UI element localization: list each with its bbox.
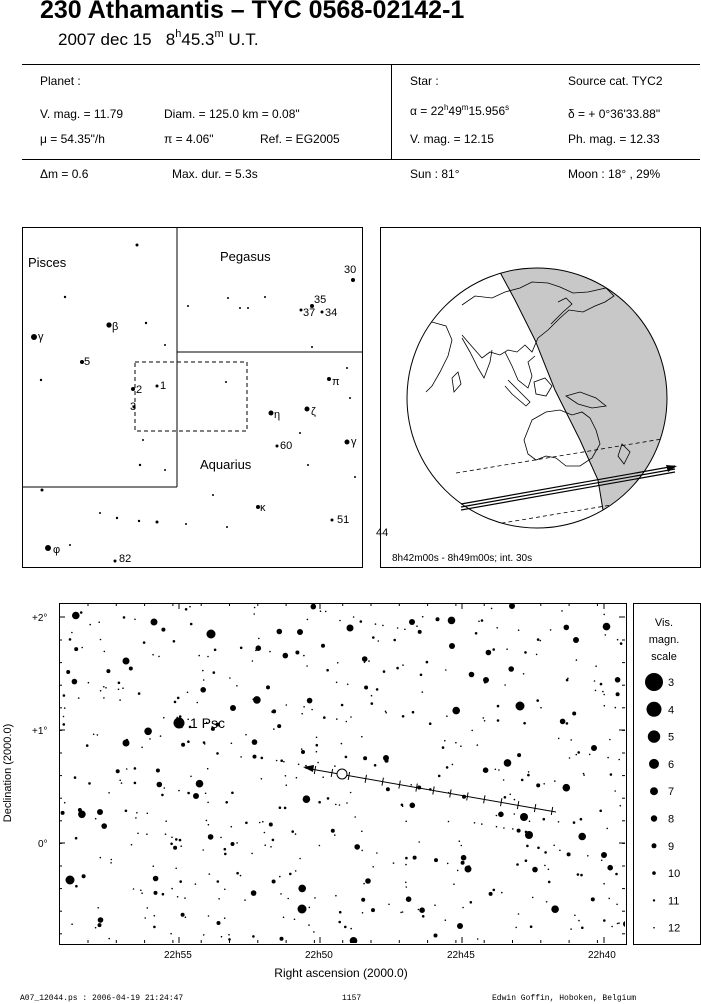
aquarius-label: Aquarius <box>200 457 252 472</box>
star-label-eta: η <box>274 409 281 421</box>
scale-dot <box>650 787 658 795</box>
planet-vmag: V. mag. = 11.79 <box>40 107 124 121</box>
scale-dot <box>649 759 659 769</box>
scale-dot <box>653 899 655 901</box>
star-label-gamma-psc: γ <box>38 331 44 343</box>
scale-title-magn: magn. <box>648 634 680 646</box>
planet-reference: Ref. = EG2005 <box>260 132 340 146</box>
star-label-gamma-aqr: γ <box>351 436 357 448</box>
event-date: 2007 dec 15 <box>58 30 152 49</box>
scale-dot <box>653 927 655 929</box>
scale-label: 5 <box>668 731 675 744</box>
y-tick-label: +1° <box>32 726 48 737</box>
scale-label: 4 <box>668 704 675 717</box>
scale-dot <box>652 871 656 875</box>
star-phmag: Ph. mag. = 12.33 <box>568 132 660 146</box>
scale-title-vis: Vis. <box>654 617 674 629</box>
sun-distance: Sun : 81° <box>410 167 460 181</box>
star-label-34: 34 <box>325 307 338 319</box>
scale-dot <box>652 843 657 848</box>
scale-label: 10 <box>668 868 681 881</box>
star-label-5: 5 <box>84 356 91 368</box>
scale-label: 11 <box>668 895 680 908</box>
star-label-2: 2 <box>136 384 143 396</box>
scale-dot <box>647 702 662 717</box>
star-dec: δ = + 0°36'33.88" <box>568 107 661 121</box>
star-label-35: 35 <box>314 294 327 306</box>
globe-caption: 8h42m00s - 8h49m00s; int. 30s <box>392 553 533 564</box>
event-datetime: 2007 dec 15 8$^h$45.3$^m$ U.T. <box>58 28 259 49</box>
star-label-51: 51 <box>337 514 350 526</box>
max-duration: Max. dur. = 5.3s <box>172 167 258 181</box>
star-label-1: 1 <box>160 380 167 392</box>
planet-diameter: Diam. = 125.0 km = 0.08" <box>164 107 300 121</box>
planet-heading: Planet : <box>40 74 81 88</box>
pisces-label: Pisces <box>28 255 67 270</box>
star-vmag: V. mag. = 12.15 <box>410 132 494 146</box>
x-tick-label: 22h55 <box>164 950 192 961</box>
source-catalog: Source cat. TYC2 <box>568 74 663 88</box>
star-label-37: 37 <box>303 307 316 319</box>
x-tick-label: 22h45 <box>447 950 475 961</box>
scale-label: 8 <box>668 813 675 826</box>
scale-dot <box>648 730 660 742</box>
star-label-1-psc: 1 Psc <box>190 715 226 731</box>
star-label-zeta: ζ <box>311 406 316 418</box>
star-label-44: 44 <box>376 527 389 539</box>
y-axis-title: Declination (2000.0) <box>2 723 14 823</box>
planet-parallax: π = 4.06" <box>164 132 214 146</box>
scale-label: 3 <box>668 677 675 689</box>
star-label-pi: π <box>332 376 340 388</box>
star-label-82: 82 <box>119 553 132 565</box>
scale-label: 6 <box>668 758 675 771</box>
star-label-beta: β <box>112 321 119 333</box>
footer-author: Edwin Goffin, Hoboken, Belgium <box>492 994 637 1003</box>
event-time-hours: 8 <box>165 30 176 49</box>
star-label-30: 30 <box>344 264 357 276</box>
x-tick-label: 22h50 <box>305 950 333 961</box>
star-label-60: 60 <box>280 440 293 452</box>
y-tick-label: 0° <box>38 839 48 850</box>
star-label-phi: φ <box>53 544 61 556</box>
star-label-kappa: κ <box>260 502 266 514</box>
star-heading: Star : <box>410 74 439 88</box>
moon-distance: Moon : 18° , 29% <box>568 167 661 181</box>
scale-label: 9 <box>668 840 675 853</box>
star-ra: $\alpha = 22^h49^m15.956^s$ <box>410 103 510 118</box>
scale-label: 12 <box>668 922 681 935</box>
delta-mag: Δm = 0.6 <box>40 167 89 181</box>
footer-page: 1157 <box>342 994 362 1003</box>
pegasus-label: Pegasus <box>220 249 271 264</box>
planet-motion: μ = 54.35"/h <box>40 132 105 146</box>
scale-label: 7 <box>668 786 675 799</box>
star-label-3: 3 <box>130 401 137 413</box>
y-tick-label: +2° <box>32 613 48 624</box>
x-axis-title: Right ascension (2000.0) <box>274 966 408 980</box>
x-tick-label: 22h40 <box>588 950 616 961</box>
scale-dot <box>651 815 657 821</box>
page-title: 230 Athamantis – TYC 0568-02142-1 <box>40 0 465 24</box>
scale-title-scale: scale <box>651 651 677 663</box>
footer-file: A07_12044.ps : 2006-04-19 21:24:47 <box>20 994 184 1003</box>
event-time-minutes: 45.3 <box>181 30 215 49</box>
scale-dot <box>645 673 663 691</box>
